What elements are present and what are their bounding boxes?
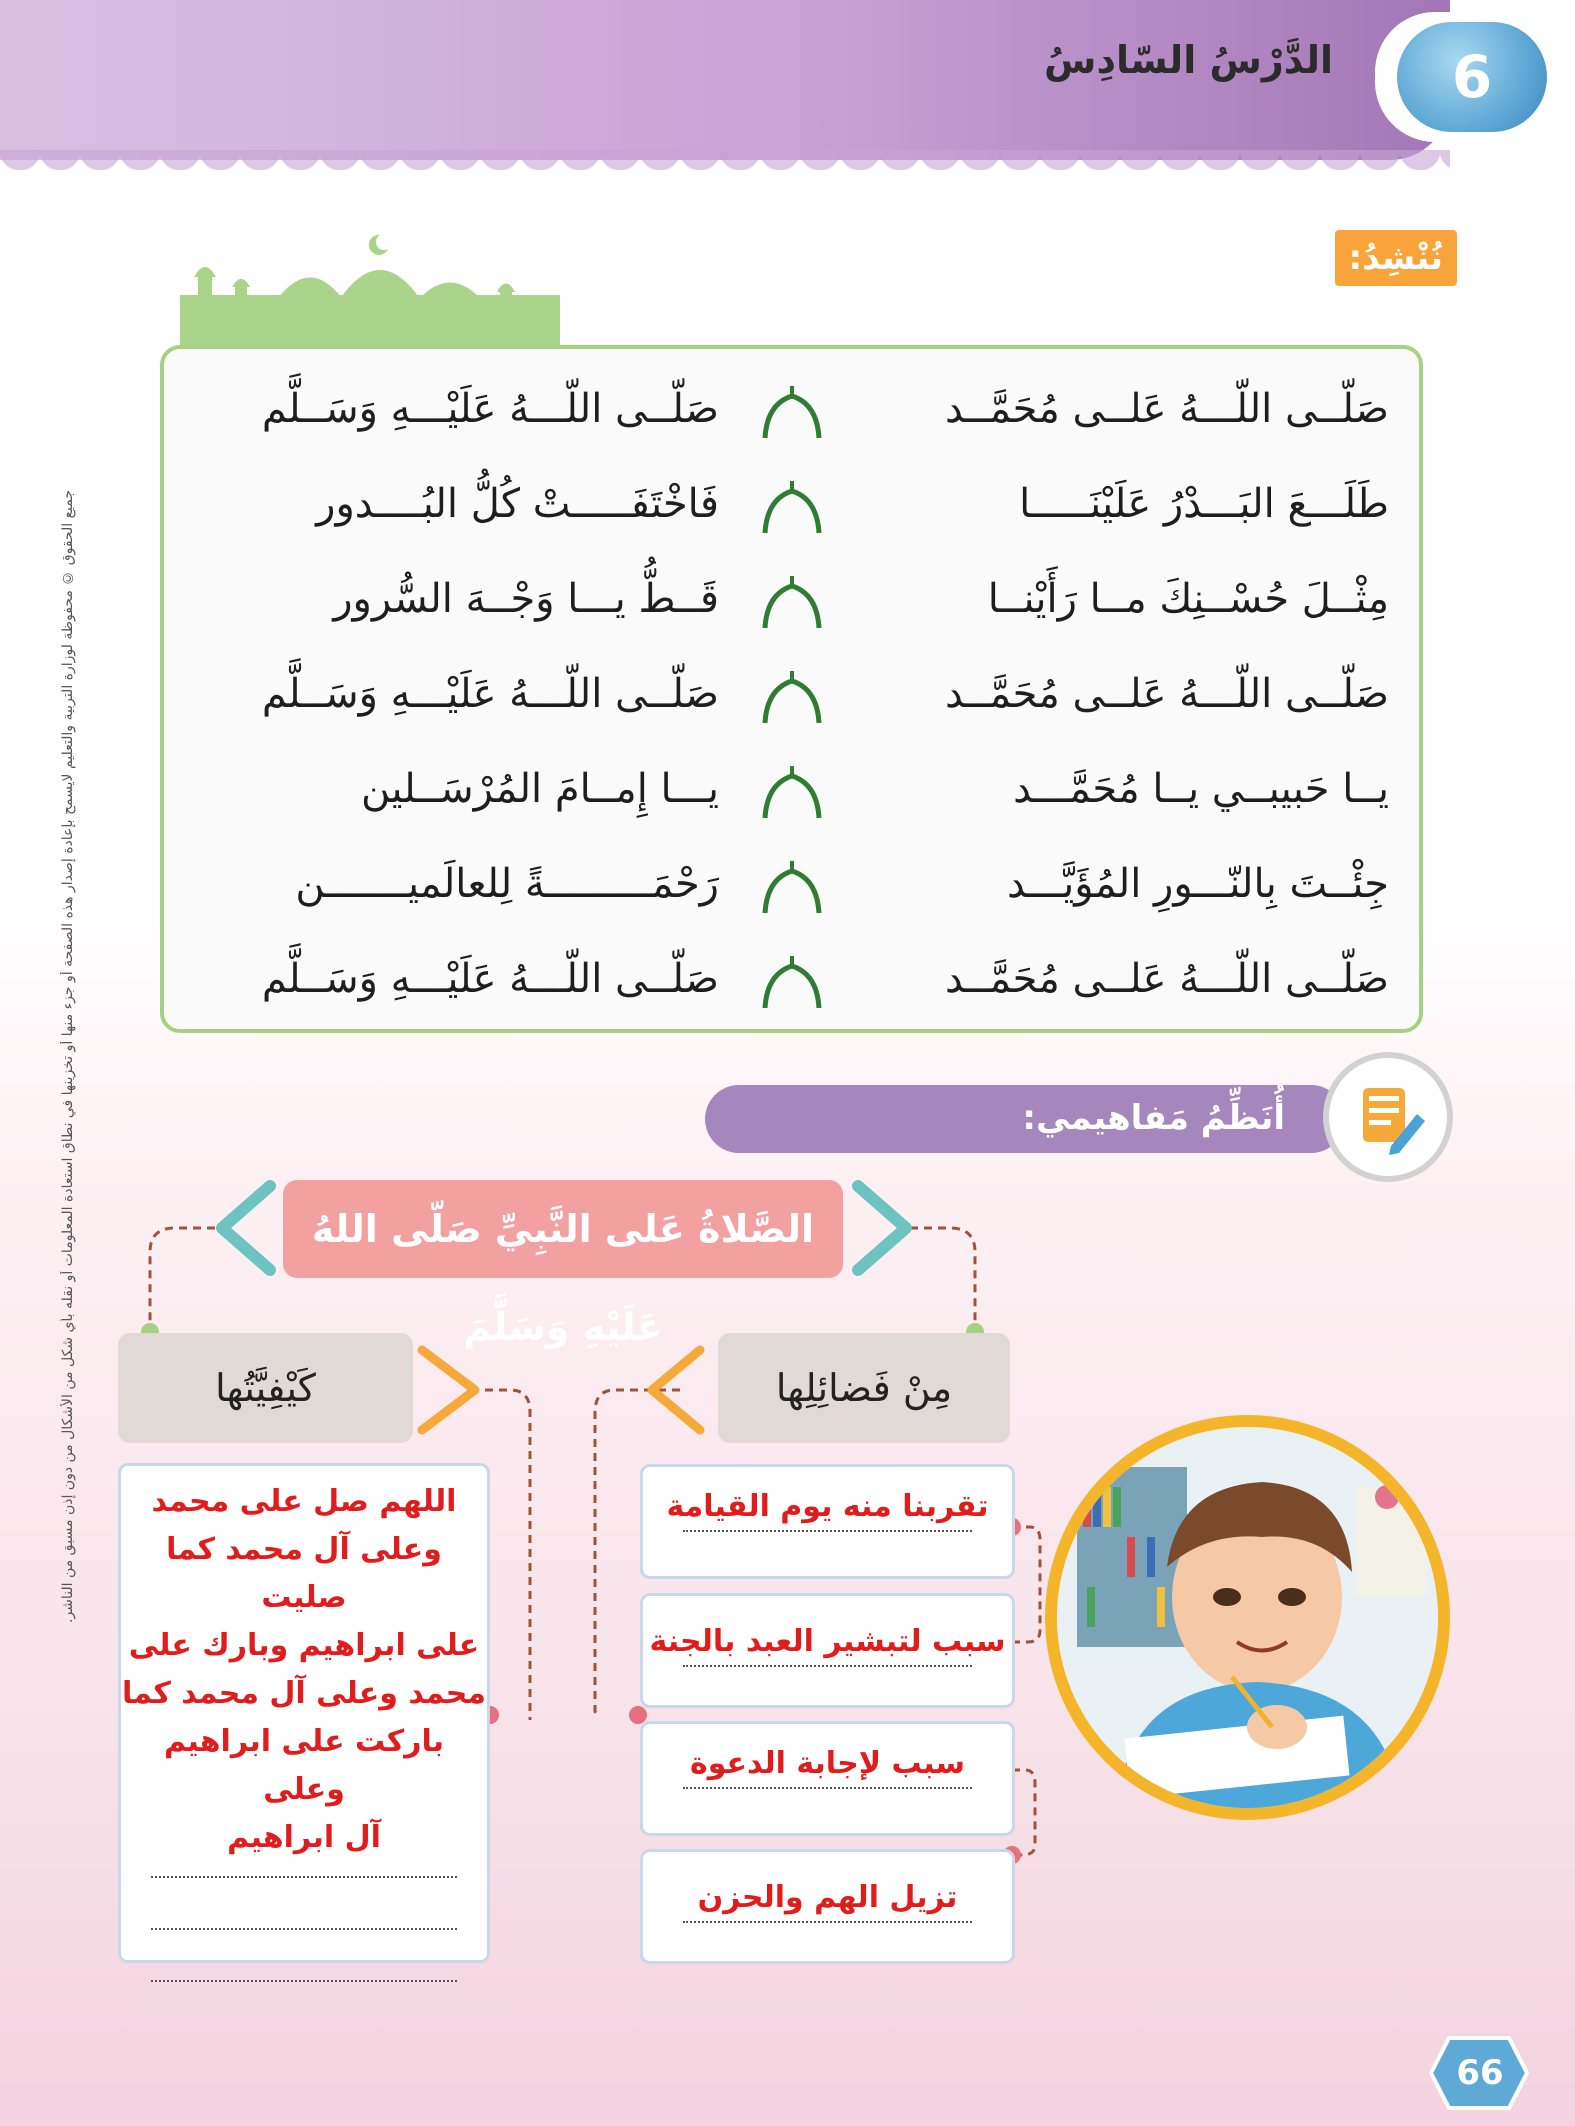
howto-line: اللهم صل على محمد bbox=[151, 1484, 457, 1519]
nasheed-right-hemistich: جِئْــتَ بِالنّـــورِ المُؤَيَّـــد bbox=[1006, 861, 1389, 907]
nasheed-row bbox=[164, 564, 1419, 634]
nasheed-right-hemistich: مِثْــلَ حُسْــنِكَ مــا رَأَيْنــا bbox=[987, 576, 1389, 622]
arch-separator-icon bbox=[759, 954, 825, 1010]
dotted-line bbox=[683, 1921, 972, 1923]
howto-line: على ابراهيم وبارك على bbox=[128, 1628, 480, 1663]
arch-separator-icon bbox=[759, 669, 825, 725]
nasheed-right-hemistich: طَلَـــعَ البَـــدْرُ عَلَيْنَـــــا bbox=[1019, 481, 1389, 527]
howto-line: آل ابراهيم bbox=[227, 1820, 381, 1855]
nasheed-right-hemistich: صَلّــى اللّـــهُ عَلــى مُحَمَّــد bbox=[945, 671, 1389, 717]
lesson-number: 6 bbox=[1397, 22, 1547, 132]
nasheed-box bbox=[160, 345, 1423, 1033]
virtues-title: مِنْ فَضائِلِها bbox=[718, 1333, 1010, 1443]
nasheed-row bbox=[164, 374, 1419, 444]
main-concept: الصَّلاةُ عَلى النَّبِيِّ صَلّى اللهُ عَلَيْهِ وَسَلَّمَ bbox=[283, 1180, 843, 1278]
arch-separator-icon bbox=[759, 384, 825, 440]
nasheed-left-hemistich: صَلّــى اللّـــهُ عَلَيْـــهِ وَسَــلَّم bbox=[261, 671, 719, 717]
dotted-line bbox=[683, 1530, 972, 1532]
howto-line: وعلى آل محمد كما صليت bbox=[166, 1532, 442, 1615]
dotted-line bbox=[151, 1980, 457, 1982]
nasheed-row bbox=[164, 849, 1419, 919]
howto-title: كَيْفِيَّتُها bbox=[118, 1333, 413, 1443]
howto-answer-box[interactable] bbox=[118, 1463, 490, 1963]
virtue-answer: تزيل الهم والحزن bbox=[697, 1880, 958, 1915]
nasheed-right-hemistich: يــا حَبيبــي يــا مُحَمَّـــد bbox=[1013, 766, 1389, 812]
howto-line: باركت على ابراهيم وعلى bbox=[163, 1724, 445, 1807]
virtue-answer: سبب لتبشير العبد بالجنة bbox=[649, 1624, 1006, 1659]
virtue-answer: سبب لإجابة الدعوة bbox=[690, 1746, 965, 1781]
copyright-note: جميع الحقوق © محفوظة لوزارة التربية والتعليم لايسمح بإعادة إصدار هذه الصفحة أو جزء منها أو تخزينها في نطاق استعادة المعلومات أو نقله بأي شكل من الأشكال من دون إذن مسبق من الناشر. bbox=[60, 490, 76, 1623]
boy-writing-illustration bbox=[1045, 1415, 1450, 1820]
nasheed-row bbox=[164, 754, 1419, 824]
arch-separator-icon bbox=[759, 764, 825, 820]
nasheed-left-hemistich: رَحْمَـــــــــةً لِلعالَميـــــــن bbox=[295, 861, 719, 907]
virtue-answer: تقربنا منه يوم القيامة bbox=[666, 1489, 989, 1524]
nasheed-row bbox=[164, 944, 1419, 1014]
virtue-answer-box[interactable] bbox=[640, 1849, 1015, 1964]
virtue-answer-box[interactable] bbox=[640, 1721, 1015, 1836]
lesson-title: الدَّرْسُ السّادِسُ bbox=[1044, 38, 1333, 82]
arch-separator-icon bbox=[759, 859, 825, 915]
nasheed-left-hemistich: قَــطُّ يـــا وَجْــهَ السُّرور bbox=[333, 576, 719, 622]
dotted-line bbox=[151, 1876, 457, 1878]
page-number: 66 bbox=[1456, 2053, 1504, 2093]
nasheed-left-hemistich: فَاخْتَفَـــــتْ كُلُّ البُــــدور bbox=[316, 481, 719, 527]
nasheed-row bbox=[164, 659, 1419, 729]
nasheed-label: نُنْشِدُ: bbox=[1335, 230, 1457, 286]
nasheed-left-hemistich: صَلّــى اللّـــهُ عَلَيْـــهِ وَسَــلَّم bbox=[261, 386, 719, 432]
howto-line: محمد وعلى آل محمد كما bbox=[122, 1676, 486, 1711]
dotted-line bbox=[683, 1787, 972, 1789]
nasheed-right-hemistich: صَلّــى اللّـــهُ عَلــى مُحَمَّــد bbox=[945, 956, 1389, 1002]
mosque-icon bbox=[180, 235, 560, 350]
concepts-label: أُنَظِّمُ مَفاهيمي: bbox=[1022, 1098, 1285, 1138]
virtue-answer-box[interactable] bbox=[640, 1464, 1015, 1579]
arch-separator-icon bbox=[759, 574, 825, 630]
nasheed-row bbox=[164, 469, 1419, 539]
nasheed-left-hemistich: يـــا إِمــامَ المُرْسَــلين bbox=[360, 766, 719, 812]
arch-separator-icon bbox=[759, 479, 825, 535]
nasheed-right-hemistich: صَلّــى اللّـــهُ عَلــى مُحَمَّــد bbox=[945, 386, 1389, 432]
dotted-line bbox=[683, 1665, 972, 1667]
nasheed-left-hemistich: صَلّــى اللّـــهُ عَلَيْـــهِ وَسَــلَّم bbox=[261, 956, 719, 1002]
boy-writing-image bbox=[1057, 1427, 1438, 1808]
virtue-answer-box[interactable] bbox=[640, 1593, 1015, 1708]
dotted-line bbox=[151, 1928, 457, 1930]
